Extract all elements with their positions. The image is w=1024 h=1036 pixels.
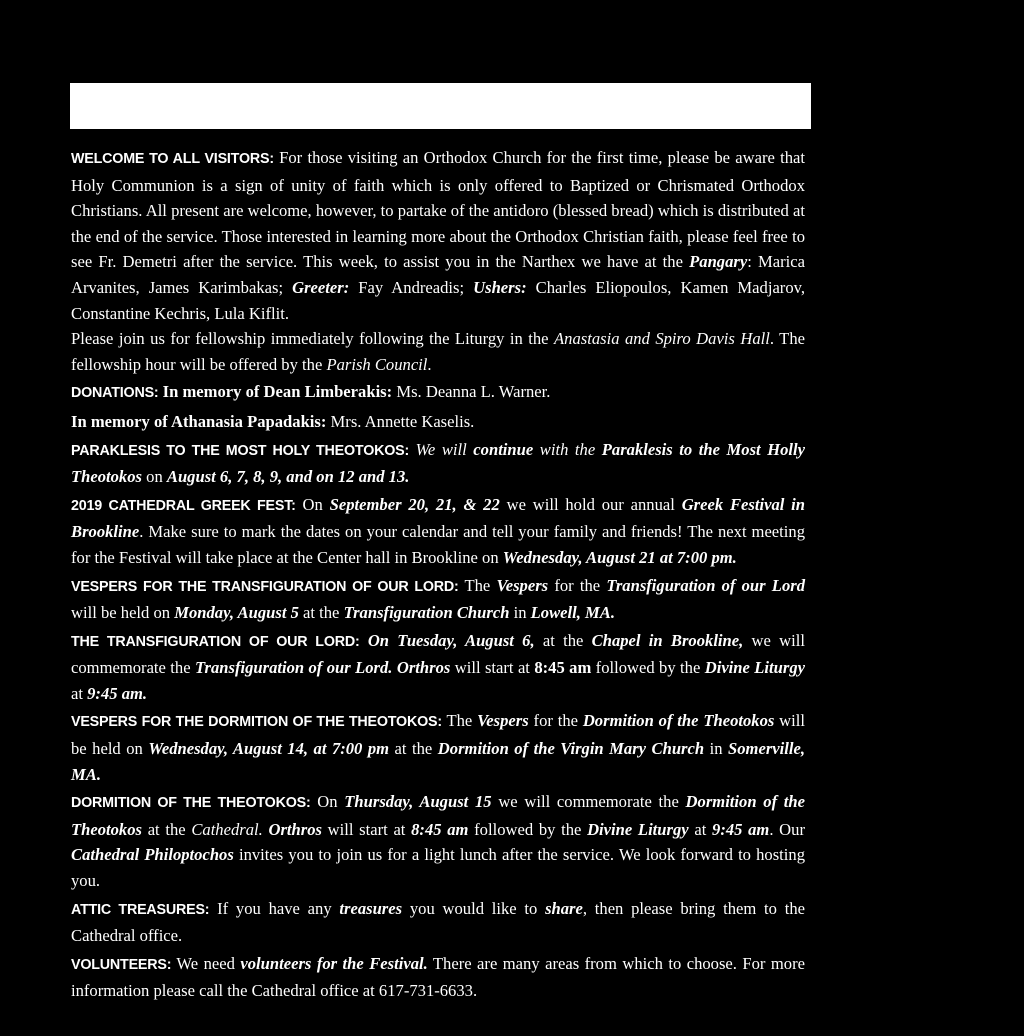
volunteers-heading: VOLUNTEERS: xyxy=(71,956,172,973)
donations-paragraph: DONATIONS: In memory of Dean Limberakis: Ms. Deanna L. Warner. xyxy=(71,382,551,402)
vespers-dormition-heading: VESPERS FOR THE DORMITION OF THE THEOTOKOS: xyxy=(71,714,442,731)
greekfest-paragraph: 2019 CATHEDRAL GREEK FEST: On September 20, 21, & 22 we will hold our annual Greek Festival in Brookline. Make sure to mark the dates on your calendar and tell your family and friends! The next meeting for the Festival will take place at the Center hall in Brookline on Wednesday, August 21 at 7:00 pm. xyxy=(71,494,806,567)
vespers-transfiguration-heading: VESPERS FOR THE TRANSFIGURATION OF OUR LORD: xyxy=(71,578,459,595)
greeter-label: Greeter: xyxy=(292,277,350,297)
donations-heading: DONATIONS: xyxy=(71,385,159,402)
transfiguration-paragraph: THE TRANSFIGURATION OF OUR LORD: On Tuesday, August 6, at the Chapel in Brookline, we will commemorate the Transfiguration of our Lord. Orthros will start at 8:45 am followed by the Divine Liturgy at 9:45 am. xyxy=(71,630,805,703)
ushers-label: Ushers: xyxy=(473,277,527,297)
attic-treasures-paragraph: ATTIC TREASURES: If you have any treasures you would like to share, then please bring them to the Cathedral office. xyxy=(71,898,805,946)
pangary-label: Pangary xyxy=(689,252,748,272)
volunteers-paragraph: VOLUNTEERS: We need volunteers for the Festival. There are many areas from which to choose. For more information please call the Cathedral office at 617-731-6633. xyxy=(71,953,805,1001)
vespers-transfiguration-paragraph: VESPERS FOR THE TRANSFIGURATION OF OUR LORD: The Vespers for the Transfiguration of our Lord will be held on Monday, August 5 at the Transfiguration Church in Lowell, MA. xyxy=(71,575,805,623)
paraklesis-heading: PARAKLESIS TO THE MOST HOLY THEOTOKOS: xyxy=(71,442,410,459)
welcome-paragraph: WELCOME TO ALL VISITORS: For those visiting an Orthodox Church for the first time, please be aware that Holy Communion is a sign of unity of faith which is only offered to Baptized or Chrismated Orthodox Christians. All present are welcome, however, to partake of the antidoro (blessed bread) which is distributed at the end of the service. Those interested in learning more about the Orthodox Christian faith, please feel free to see Fr. Demetri after the service. This week, to assist you in the Narthex we have at the Pangary: Marica Arvanites, James Karimbakas; Greeter: Fay Andreadis; Ushers: Charles Eliopoulos, Kamen Madjarov, Constantine Kechris, Lula Kiflit. xyxy=(71,148,806,323)
header-band xyxy=(70,83,811,129)
bulletin-announcements xyxy=(71,145,805,1004)
fellowship-paragraph: Please join us for fellowship immediately following the Liturgy in the Anastasia and Spiro Davis Hall. The fellowship hour will be offered by the Parish Council. xyxy=(71,329,805,374)
dormition-heading: DORMITION OF THE THEOTOKOS: xyxy=(71,795,311,812)
greekfest-heading: 2019 CATHEDRAL GREEK FEST: xyxy=(71,497,296,514)
transfiguration-heading: THE TRANSFIGURATION OF OUR LORD: xyxy=(71,633,360,650)
attic-treasures-heading: ATTIC TREASURES: xyxy=(71,901,210,918)
fellowship-hall: Anastasia and Spiro Davis Hall xyxy=(554,329,770,349)
welcome-heading: WELCOME TO ALL VISITORS: xyxy=(71,151,274,167)
parish-council: Parish Council xyxy=(326,354,428,374)
paraklesis-paragraph: PARAKLESIS TO THE MOST HOLY THEOTOKOS: We will continue with the Paraklesis to the Most Holly Theotokos on August 6, 7, 8, 9, and on 12 and 13. xyxy=(71,439,805,487)
dormition-paragraph: DORMITION OF THE THEOTOKOS: On Thursday, August 15 we will commemorate the Dormition of the Theotokos at the Cathedral. Orthros will start at 8:45 am followed by the Divine Liturgy at 9:45 am. Our Cathedral Philoptochos invites you to join us for a light lunch after the service. We look forward to hosting you. xyxy=(71,792,806,891)
vespers-dormition-paragraph: VESPERS FOR THE DORMITION OF THE THEOTOKOS: The Vespers for the Dormition of the Theotokos will be held on Wednesday, August 14, at 7:00 pm at the Dormition of the Virgin Mary Church in Somerville, MA. xyxy=(71,711,805,784)
donations-paragraph-2: In memory of Athanasia Papadakis: Mrs. Annette Kaselis. xyxy=(71,411,475,431)
